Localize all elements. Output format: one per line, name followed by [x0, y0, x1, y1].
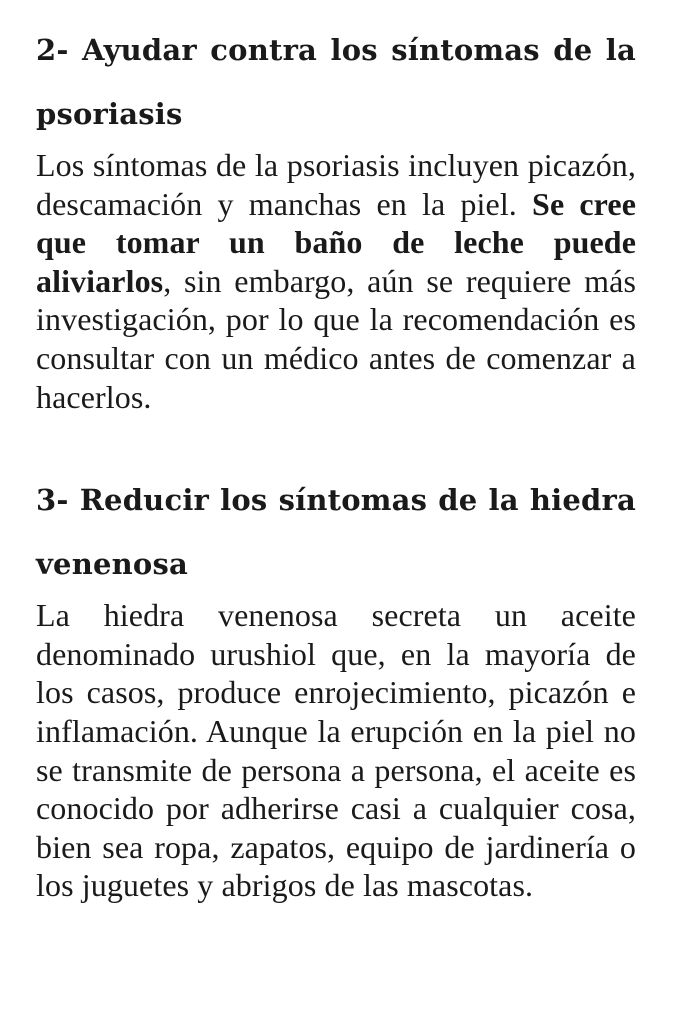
- heading-line-1: 2- Ayudar contra los síntomas de la: [36, 33, 636, 67]
- article-body: [36, 0, 636, 905]
- paragraph-text-before: Los síntomas de la psoriasis incluyen picazón, descamación y manchas en la piel.: [36, 147, 636, 222]
- heading-line-2: venenosa: [36, 547, 188, 582]
- heading-line-2: psoriasis: [36, 97, 183, 131]
- section-heading-poison-ivy: [36, 468, 636, 596]
- paragraph-bold-text: Se cree que tomar un baño de leche puede aliviarlos: [36, 185, 637, 299]
- heading-line-1: 3- Reducir los síntomas de la hiedra: [36, 483, 636, 518]
- section-paragraph-psoriasis: [36, 146, 636, 416]
- section-paragraph-poison-ivy: La hiedra venenosa secreta un aceite denominado urushiol que, en la mayoría de los casos, produce enrojecimiento, picazón e inflamación. Aunque la erupción en la piel no se transmite de persona a persona, el aceite es conocido por adherirse casi a cualquier cosa, bien sea ropa, zapatos, equipo de jardinería o los juguetes y abrigos de las mascotas.: [36, 597, 636, 904]
- paragraph-text-after: , sin embargo, aún se requiere más investigación, por lo que la recomendación es consultar con un médico antes de comenzar a hacerlos.: [36, 262, 636, 415]
- section-heading-psoriasis: [36, 18, 636, 146]
